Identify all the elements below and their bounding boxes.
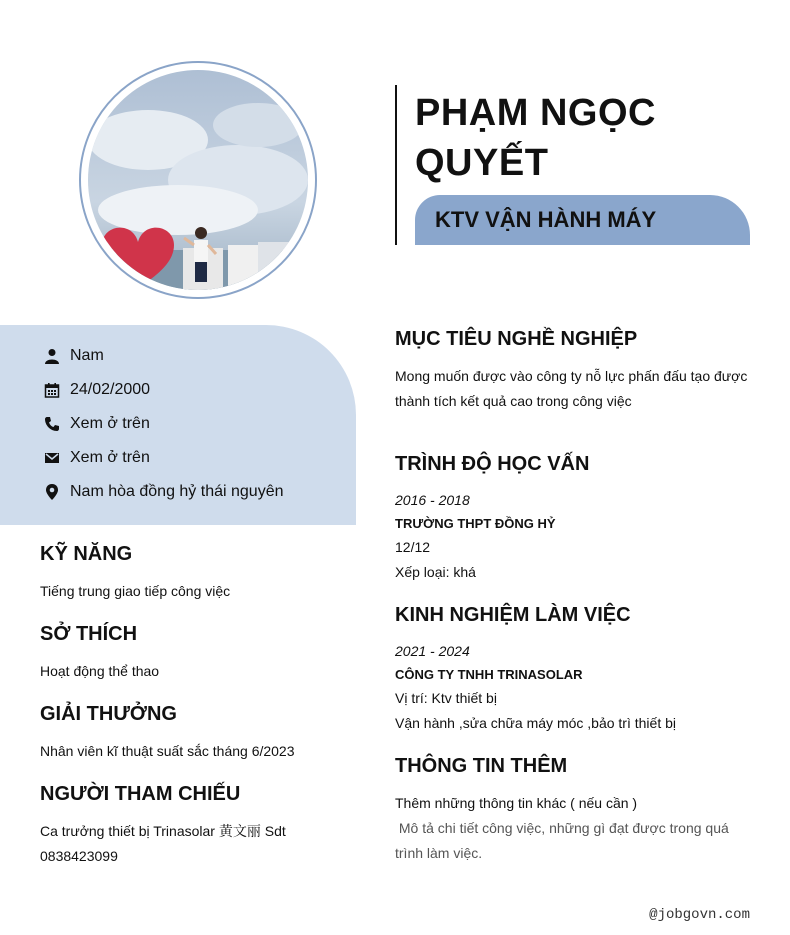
person-icon <box>40 344 64 368</box>
phone-icon <box>40 412 64 436</box>
education-rank: Xếp loại: khá <box>395 564 476 580</box>
name-line-2: QUYẾT <box>415 142 549 184</box>
objective-text-line-1: Mong muốn được vào công ty nỗ lực phấn đấu tạo được <box>395 368 748 384</box>
references-heading: NGƯỜI THAM CHIẾU <box>40 783 241 805</box>
skills-text: Tiếng trung giao tiếp công việc <box>40 583 231 599</box>
education-period: 2016 - 2018 <box>395 492 470 508</box>
awards-heading: GIẢI THƯỞNG <box>40 703 177 725</box>
calendar-icon <box>40 378 64 402</box>
extra-info-heading: THÔNG TIN THÊM <box>395 755 568 777</box>
address-text: Nam hòa đồng hỷ thái nguyên <box>70 483 284 500</box>
header-divider <box>395 85 397 245</box>
experience-period: 2021 - 2024 <box>395 643 470 659</box>
objective-text-line-2: thành tích kết quả cao trong công việc <box>395 393 632 409</box>
info-gender <box>40 344 104 368</box>
references-text-line-2: 0838423099 <box>40 848 118 864</box>
awards-text: Nhân viên kĩ thuật suất sắc tháng 6/2023 <box>40 743 295 759</box>
education-school: TRƯỜNG THPT ĐỒNG HỶ <box>395 516 556 531</box>
extra-info-line-2: Mô tả chi tiết công việc, những gì đạt được trong quá <box>395 820 729 836</box>
watermark-credit: @jobgovn.com <box>649 907 750 923</box>
references-text-line-1: Ca trưởng thiết bị Trinasolar 黄文丽 Sdt <box>40 823 286 839</box>
candidate-name <box>415 88 755 188</box>
education-grade: 12/12 <box>395 539 431 555</box>
location-icon <box>40 480 64 504</box>
skills-heading: KỸ NĂNG <box>40 543 133 565</box>
info-address <box>40 480 283 504</box>
experience-heading: KINH NGHIỆM LÀM VIỆC <box>395 604 631 626</box>
info-birthday <box>40 378 150 402</box>
experience-company: CÔNG TY TNHH TRINASOLAR <box>395 667 583 682</box>
position-badge <box>415 195 750 245</box>
phone-text: Xem ở trên <box>70 415 150 432</box>
hobbies-text: Hoạt động thể thao <box>40 663 160 679</box>
profile-photo <box>88 70 308 290</box>
hobbies-heading: SỞ THÍCH <box>40 623 138 645</box>
objective-heading: MỤC TIÊU NGHỀ NGHIỆP <box>395 328 638 350</box>
experience-duty: Vận hành ,sửa chữa máy móc ,bảo trì thiết bị <box>395 715 676 731</box>
name-line-1: PHẠM NGỌC <box>415 92 656 134</box>
gender-text: Nam <box>70 347 104 364</box>
extra-info-line-3: trình làm việc. <box>395 845 483 861</box>
experience-role: Vị trí: Ktv thiết bị <box>395 690 497 706</box>
info-email <box>40 446 150 470</box>
extra-info-line-1: Thêm những thông tin khác ( nếu cần ) <box>395 795 638 811</box>
position-title: KTV VẬN HÀNH MÁY <box>435 207 657 232</box>
education-heading: TRÌNH ĐỘ HỌC VẤN <box>395 453 590 475</box>
email-text: Xem ở trên <box>70 449 150 466</box>
email-icon <box>40 446 64 470</box>
info-phone <box>40 412 150 436</box>
birthday-text: 24/02/2000 <box>70 381 151 398</box>
